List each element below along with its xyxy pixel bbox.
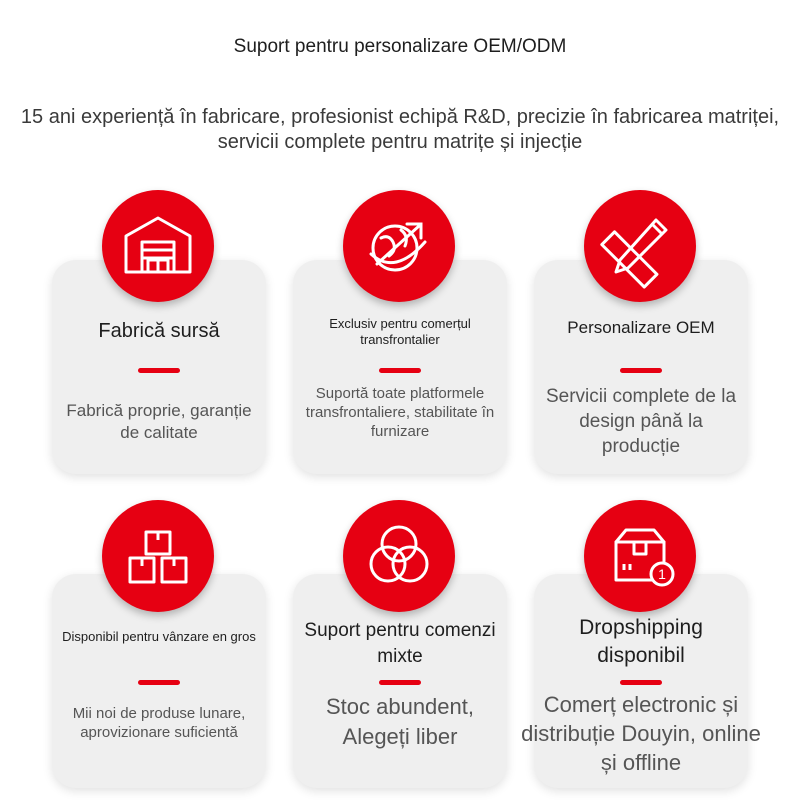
page-subtitle: 15 ani experiență în fabricare, profesionist echipă R&D, precizie în fabricarea matriței, servicii complete pentru matrițe și injecție	[20, 106, 780, 153]
card-description: Fabrică proprie, garanție de calitate	[66, 401, 252, 442]
card-divider	[138, 368, 180, 373]
stacked-boxes-icon	[102, 500, 214, 612]
package-badge-icon	[584, 500, 696, 612]
page-title: Suport pentru personalizare OEM/ODM	[233, 36, 567, 57]
card-label: Suport pentru comenzi mixte	[304, 620, 496, 667]
card-description: Servicii complete de la design până la producție	[545, 386, 737, 457]
card-label: Fabrică sursă	[98, 320, 220, 342]
overlapping-circles-icon	[343, 500, 455, 612]
card-description: Comerț electronic și distribuție Douyin, online și offline	[521, 692, 761, 775]
card-label: Disponibil pentru vânzare en gros	[62, 629, 256, 644]
card-divider	[620, 368, 662, 373]
card-divider	[379, 680, 421, 685]
card-label: Dropshipping disponibil	[579, 616, 703, 667]
card-divider	[138, 680, 180, 685]
svg-text:1: 1	[658, 566, 666, 582]
globe-arrow-icon	[343, 190, 455, 302]
factory-icon	[102, 190, 214, 302]
card-divider	[379, 368, 421, 373]
card-label: Personalizare OEM	[567, 318, 715, 337]
card-divider	[620, 680, 662, 685]
pencil-ruler-icon	[584, 190, 696, 302]
card-description: Suportă toate platformele transfrontaliere, stabilitate în furnizare	[305, 385, 495, 440]
card-description: Mii noi de produse lunare, aprovizionare suficientă	[72, 705, 246, 741]
card-label: Exclusiv pentru comerțul transfrontalier	[329, 316, 471, 347]
card-description: Stoc abundent, Alegeți liber	[325, 694, 474, 749]
